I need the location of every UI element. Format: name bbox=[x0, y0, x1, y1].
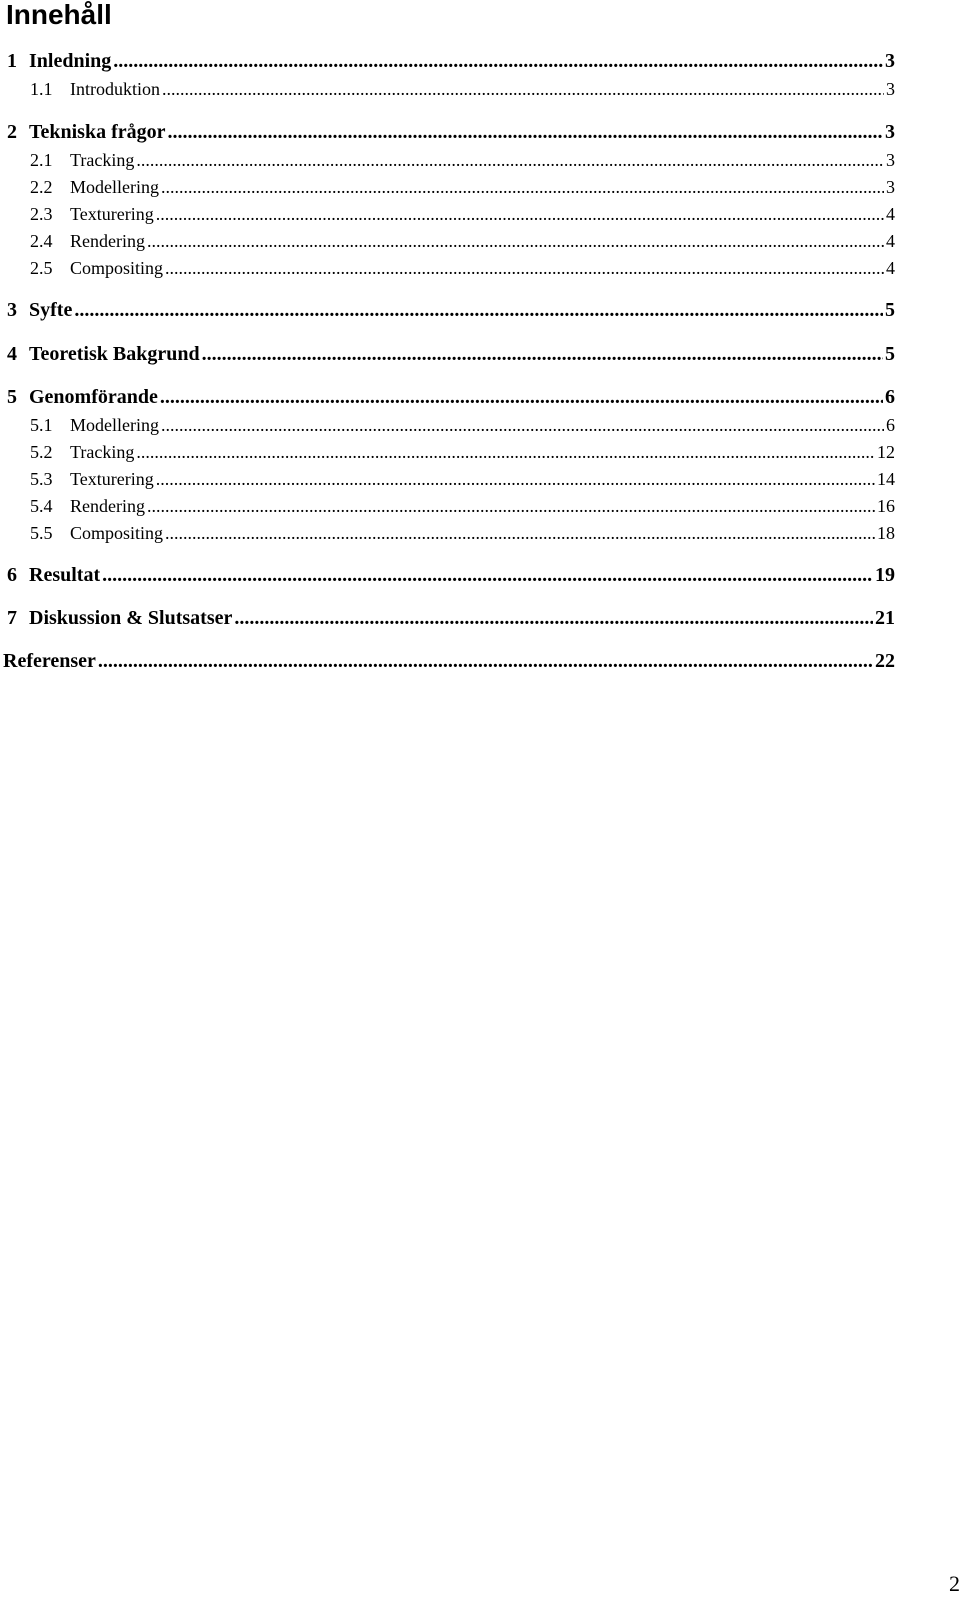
toc-entry-label: Modellering bbox=[70, 415, 159, 435]
dot-leader bbox=[156, 468, 875, 490]
toc-entry-referenser[interactable] bbox=[0, 649, 895, 673]
dot-leader bbox=[165, 257, 884, 279]
toc-entry-label: Introduktion bbox=[70, 79, 160, 99]
dot-leader bbox=[165, 522, 875, 544]
toc-entry-rendering[interactable] bbox=[0, 230, 895, 252]
toc-entry-inledning[interactable] bbox=[0, 49, 895, 73]
toc-entry-compositing-5-5[interactable] bbox=[0, 522, 895, 544]
toc-entry-label: Teoretisk Bakgrund bbox=[29, 343, 200, 365]
toc-entry-label: Rendering bbox=[70, 496, 145, 516]
dot-leader bbox=[147, 495, 875, 517]
toc-entry-page: 12 bbox=[877, 442, 895, 462]
toc-entry-number: 5.5 bbox=[30, 523, 53, 543]
page-title: Innehåll bbox=[6, 0, 112, 30]
dot-leader bbox=[98, 649, 873, 673]
toc-entry-page: 3 bbox=[885, 50, 895, 72]
toc-entry-page: 22 bbox=[875, 650, 895, 672]
dot-leader bbox=[156, 203, 884, 225]
page-number: 2 bbox=[949, 1571, 960, 1596]
toc-entry-label: Diskussion & Slutsatser bbox=[29, 607, 233, 629]
toc-entry-number: 2.3 bbox=[30, 204, 53, 224]
toc-entry-tracking[interactable] bbox=[0, 149, 895, 171]
toc-entry-page: 5 bbox=[885, 299, 895, 321]
toc-entry-label: Modellering bbox=[70, 177, 159, 197]
toc-entry-syfte[interactable] bbox=[0, 298, 895, 322]
dot-leader bbox=[136, 149, 884, 171]
toc-entry-teoretisk-bakgrund[interactable] bbox=[0, 342, 895, 366]
toc-entry-number: 6 bbox=[7, 564, 17, 586]
toc-entry-label: Rendering bbox=[70, 231, 145, 251]
toc-entry-page: 3 bbox=[885, 121, 895, 143]
dot-leader bbox=[74, 298, 883, 322]
toc-entry-number: 1 bbox=[7, 50, 17, 72]
dot-leader bbox=[202, 342, 883, 366]
toc-entry-label: Compositing bbox=[70, 258, 164, 278]
dot-leader bbox=[161, 176, 884, 198]
toc-entry-introduktion[interactable] bbox=[0, 78, 895, 100]
toc-entry-number: 5.3 bbox=[30, 469, 53, 489]
toc-entry-texturering-5-3[interactable] bbox=[0, 468, 895, 490]
toc-entry-page: 3 bbox=[886, 79, 895, 99]
toc-entry-resultat[interactable] bbox=[0, 563, 895, 587]
toc-entry-label: Resultat bbox=[29, 564, 101, 586]
dot-leader bbox=[162, 78, 884, 100]
toc-entry-modellering[interactable] bbox=[0, 176, 895, 198]
dot-leader bbox=[136, 441, 875, 463]
toc-entry-page: 16 bbox=[877, 496, 895, 516]
toc-entry-label: Referenser bbox=[3, 650, 96, 672]
toc-entry-genomforande[interactable] bbox=[0, 385, 895, 409]
toc-entry-label: Inledning bbox=[29, 50, 112, 72]
toc-entry-page: 5 bbox=[885, 343, 895, 365]
dot-leader bbox=[102, 563, 873, 587]
toc-entry-page: 14 bbox=[877, 469, 895, 489]
toc-entry-page: 21 bbox=[875, 607, 895, 629]
toc-entry-label: Tracking bbox=[70, 442, 135, 462]
toc-entry-number: 2 bbox=[7, 121, 17, 143]
dot-leader bbox=[147, 230, 884, 252]
toc-entry-page: 3 bbox=[886, 150, 895, 170]
toc-entry-number: 4 bbox=[7, 343, 17, 365]
toc-entry-label: Genomförande bbox=[29, 386, 158, 408]
toc-entry-page: 4 bbox=[886, 258, 895, 278]
toc-entry-page: 6 bbox=[885, 386, 895, 408]
toc-entry-number: 5.2 bbox=[30, 442, 53, 462]
toc-entry-page: 4 bbox=[886, 204, 895, 224]
toc-entry-page: 6 bbox=[886, 415, 895, 435]
toc-entry-number: 5 bbox=[7, 386, 17, 408]
toc-entry-number: 1.1 bbox=[30, 79, 53, 99]
toc-entry-number: 2.1 bbox=[30, 150, 53, 170]
toc-entry-modellering-5-1[interactable] bbox=[0, 414, 895, 436]
toc-entry-label: Texturering bbox=[70, 469, 154, 489]
dot-leader bbox=[168, 120, 883, 144]
toc-entry-page: 18 bbox=[877, 523, 895, 543]
dot-leader bbox=[161, 414, 884, 436]
toc-entry-label: Tekniska frågor bbox=[29, 121, 166, 143]
toc-entry-label: Compositing bbox=[70, 523, 164, 543]
toc-entry-page: 3 bbox=[886, 177, 895, 197]
toc-entry-label: Tracking bbox=[70, 150, 135, 170]
dot-leader bbox=[113, 49, 883, 73]
dot-leader bbox=[160, 385, 883, 409]
toc-entry-compositing[interactable] bbox=[0, 257, 895, 279]
toc-entry-label: Texturering bbox=[70, 204, 154, 224]
toc-entry-page: 19 bbox=[875, 564, 895, 586]
toc-entry-diskussion-slutsatser[interactable] bbox=[0, 606, 895, 630]
dot-leader bbox=[234, 606, 873, 630]
toc-entry-texturering[interactable] bbox=[0, 203, 895, 225]
toc-entry-tracking-5-2[interactable] bbox=[0, 441, 895, 463]
toc-entry-number: 5.4 bbox=[30, 496, 53, 516]
toc-entry-number: 3 bbox=[7, 299, 17, 321]
toc-entry-tekniska-fragor[interactable] bbox=[0, 120, 895, 144]
toc-entry-number: 2.5 bbox=[30, 258, 53, 278]
toc-entry-page: 4 bbox=[886, 231, 895, 251]
toc-entry-number: 7 bbox=[7, 607, 17, 629]
toc-entry-number: 2.4 bbox=[30, 231, 53, 251]
toc-entry-rendering-5-4[interactable] bbox=[0, 495, 895, 517]
toc-entry-number: 5.1 bbox=[30, 415, 53, 435]
toc-entry-number: 2.2 bbox=[30, 177, 53, 197]
toc-entry-label: Syfte bbox=[29, 299, 73, 321]
